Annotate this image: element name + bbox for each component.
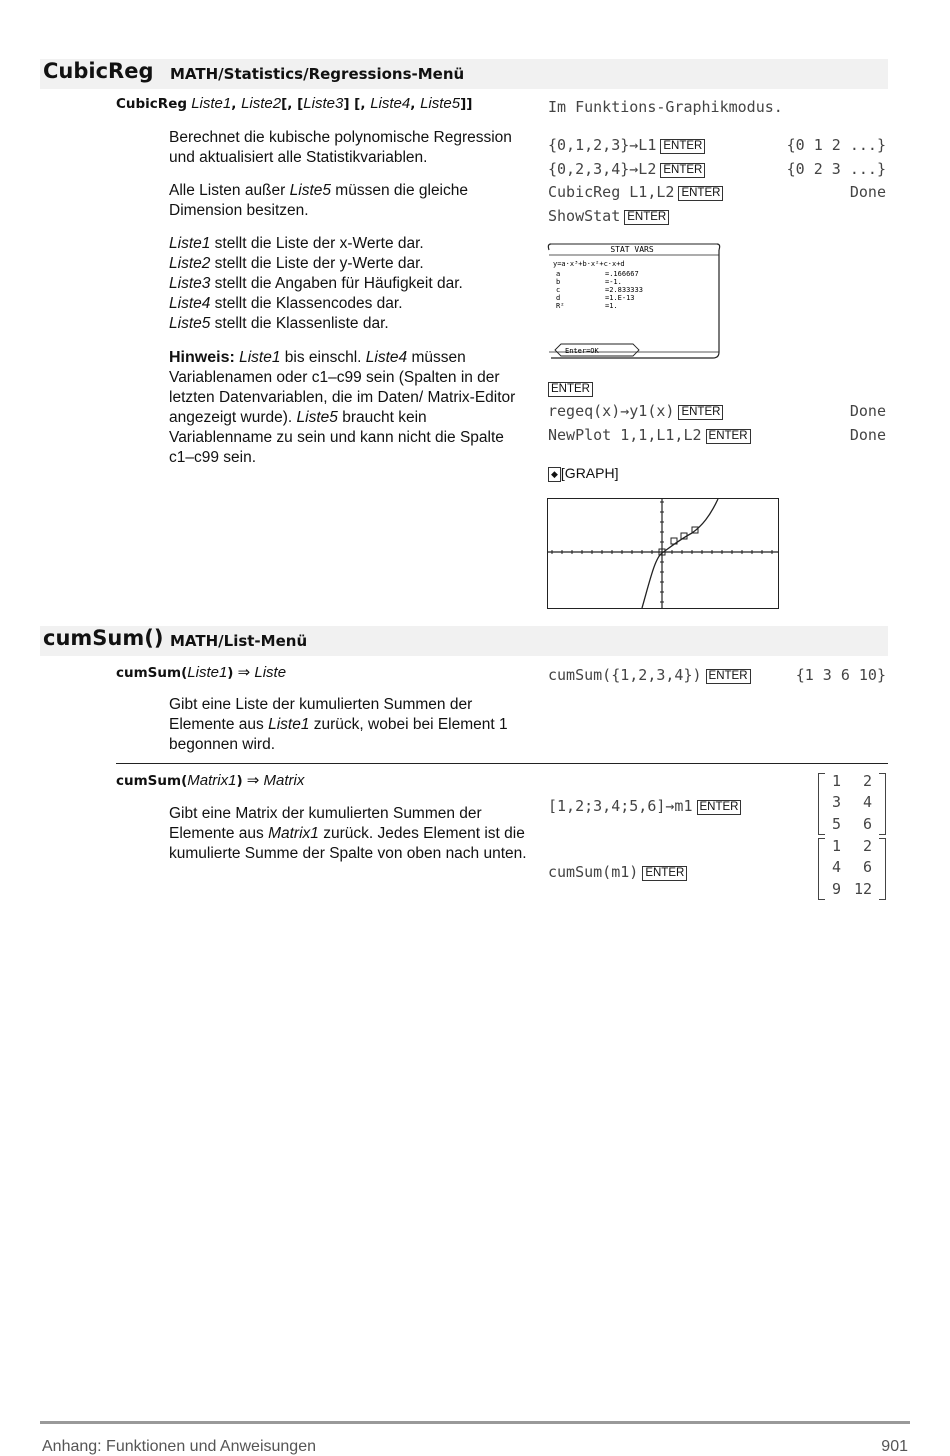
syntax-command: CubicReg bbox=[116, 96, 188, 112]
example-mode-note: Im Funktions-Graphikmodus. bbox=[548, 98, 783, 116]
syntax-command: cumSum( bbox=[116, 665, 188, 681]
example-input bbox=[548, 207, 669, 225]
syntax-arrow: ⇒ bbox=[233, 664, 255, 681]
screen-equation: y=a·x³+b·x²+c·x+d bbox=[553, 260, 625, 268]
example-result: {1 3 6 10} bbox=[795, 666, 886, 684]
list-line bbox=[169, 254, 527, 274]
syntax-sep: , bbox=[231, 96, 242, 112]
screen-title: STAT VARS bbox=[610, 245, 654, 254]
input-text: CubicReg L1,L2 bbox=[548, 183, 675, 201]
matrix-cell: 6 bbox=[862, 815, 872, 833]
var: Liste5 bbox=[289, 182, 331, 199]
input-text: cumSum(m1) bbox=[548, 863, 639, 881]
section-menu-cubicreg: MATH/Statistics/Regressions-Menü bbox=[170, 65, 465, 83]
text: müssen Variablenamen oder c1–c99 sein (Spalten in der letzten Datenvariablen, die im Daten/ Matrix-Editor angezeigt wurde). bbox=[169, 349, 516, 426]
section-menu-cumsum: MATH/List-Menü bbox=[170, 632, 308, 650]
screen-var-value: =-1. bbox=[605, 278, 622, 286]
var: Liste1 bbox=[268, 716, 310, 733]
screen-var-value: =2.833333 bbox=[605, 286, 643, 294]
footer-title: Anhang: Funktionen und Anweisungen bbox=[42, 1438, 316, 1455]
matrix-bracket-right bbox=[879, 773, 886, 835]
syntax-arg: Liste1 bbox=[187, 664, 228, 681]
example-input bbox=[548, 426, 751, 444]
text: stellt die Liste der y-Werte dar. bbox=[210, 255, 424, 272]
matrix-cell: 1 bbox=[832, 837, 842, 855]
text: zurück, wobei bei Element 1 begonnen wird. bbox=[169, 716, 508, 753]
text: stellt die Liste der x-Werte dar. bbox=[210, 235, 424, 252]
enter-key-icon: ENTER bbox=[660, 139, 705, 154]
enter-key-icon: ENTER bbox=[706, 669, 751, 684]
text: stellt die Angaben für Häufigkeit dar. bbox=[210, 275, 463, 292]
example-input bbox=[548, 136, 705, 154]
matrix-cell: 4 bbox=[832, 858, 842, 876]
graph-screen bbox=[547, 498, 780, 611]
enter-key-icon: ENTER bbox=[697, 800, 742, 815]
text: braucht kein Variablenname zu sein und kann nicht die Spalte c1–c99 sein. bbox=[169, 409, 504, 466]
var: Liste5 bbox=[169, 315, 211, 332]
screen-var-key: R² bbox=[556, 302, 565, 310]
matrix-cell: 3 bbox=[832, 793, 842, 811]
matrix-bracket-right bbox=[879, 838, 886, 900]
matrix-cell: 9 bbox=[832, 880, 842, 898]
syntax-sep: , bbox=[410, 96, 421, 112]
example-result: Done bbox=[849, 402, 886, 420]
syntax-sep: ] [, bbox=[343, 96, 371, 112]
var: Liste2 bbox=[169, 255, 211, 272]
text: zurück. Jedes Element ist die kumulierte Summe der Spalte von oben nach unten. bbox=[169, 825, 527, 862]
syntax-cumsum-matrix bbox=[116, 771, 304, 789]
screen-var-key: b bbox=[556, 278, 561, 286]
cubicreg-list-descriptions bbox=[169, 234, 527, 334]
input-text: regeq(x)→y1(x) bbox=[548, 402, 675, 420]
syntax-sep: ) bbox=[227, 665, 234, 681]
matrix-cell: 12 bbox=[853, 880, 872, 898]
example-result: {0 2 3 ...} bbox=[786, 160, 886, 178]
diamond-key-icon: ◆ bbox=[548, 467, 561, 482]
syntax-return: Matrix bbox=[263, 772, 305, 789]
syntax-sep: [, [ bbox=[281, 96, 304, 112]
matrix-cell: 6 bbox=[862, 858, 872, 876]
cumsum-matrix-description bbox=[169, 804, 527, 864]
input-text: NewPlot 1,1,L1,L2 bbox=[548, 426, 702, 444]
syntax-arg: Liste3 bbox=[303, 95, 344, 112]
example-input bbox=[548, 863, 687, 881]
matrix-result bbox=[818, 836, 888, 900]
syntax-command: cumSum( bbox=[116, 773, 188, 789]
matrix-result bbox=[818, 771, 888, 835]
text: stellt die Klassenliste dar. bbox=[210, 315, 389, 332]
var: Liste4 bbox=[169, 295, 211, 312]
enter-key-icon: ENTER bbox=[678, 405, 723, 420]
var: Matrix1 bbox=[268, 825, 319, 842]
example-input bbox=[548, 797, 741, 815]
screen-var-value: =1. bbox=[605, 302, 618, 310]
example-result: Done bbox=[849, 426, 886, 444]
example-input bbox=[548, 183, 723, 201]
text: bis einschl. bbox=[280, 349, 366, 366]
graph-label: [GRAPH] bbox=[560, 465, 619, 481]
cubicreg-hint bbox=[169, 348, 527, 468]
hint-label: Hinweis: bbox=[169, 349, 235, 366]
var: Liste1 bbox=[239, 349, 281, 366]
enter-key-icon: ENTER bbox=[678, 186, 723, 201]
screen-var-key: a bbox=[556, 270, 561, 278]
list-line bbox=[169, 234, 527, 254]
enter-key-icon: ENTER bbox=[660, 163, 705, 178]
footer-rule bbox=[40, 1421, 910, 1424]
matrix-cell: 5 bbox=[832, 815, 842, 833]
enter-key-icon: ENTER bbox=[624, 210, 669, 225]
syntax-arg: Liste4 bbox=[370, 95, 411, 112]
text: Alle Listen außer bbox=[169, 182, 290, 199]
syntax-sep: ]] bbox=[460, 96, 473, 112]
section-title-cumsum: cumSum() bbox=[43, 626, 164, 650]
example-result: {0 1 2 ...} bbox=[786, 136, 886, 154]
screen-var-value: =1.E-13 bbox=[605, 294, 635, 302]
input-text: ShowStat bbox=[548, 207, 621, 225]
enter-key-icon: ENTER bbox=[706, 429, 751, 444]
syntax-return: Liste bbox=[254, 664, 287, 681]
list-line bbox=[169, 294, 527, 314]
syntax-arrow: ⇒ bbox=[242, 772, 264, 789]
text: müssen die gleiche Dimension besitzen. bbox=[169, 182, 468, 219]
text: Gibt eine Matrix der kumulierten Summen der Elemente aus bbox=[169, 805, 482, 842]
text: Gibt eine Liste der kumulierten Summen der Elemente aus bbox=[169, 696, 473, 733]
matrix-cell: 1 bbox=[832, 772, 842, 790]
example-enter-key bbox=[548, 379, 593, 397]
screen-var-value: =.166667 bbox=[605, 270, 639, 278]
var: Liste4 bbox=[365, 349, 408, 366]
stat-vars-screen bbox=[547, 240, 721, 362]
syntax-arg: Matrix1 bbox=[187, 772, 237, 789]
matrix-cell: 4 bbox=[862, 793, 872, 811]
syntax-cubicreg bbox=[116, 95, 472, 112]
input-text: {0,1,2,3}→L1 bbox=[548, 136, 657, 154]
matrix-cell: 2 bbox=[862, 837, 872, 855]
enter-key-icon: ENTER bbox=[548, 382, 593, 397]
enter-key-icon: ENTER bbox=[642, 866, 687, 881]
var: Liste3 bbox=[169, 275, 211, 292]
section-band-cumsum bbox=[40, 626, 888, 656]
matrix-bracket-left bbox=[818, 773, 825, 835]
list-line bbox=[169, 314, 527, 334]
syntax-cumsum-list bbox=[116, 663, 286, 681]
syntax-arg: Liste2 bbox=[241, 95, 282, 112]
syntax-arg: Liste5 bbox=[420, 95, 461, 112]
example-input bbox=[548, 666, 751, 684]
screen-footer: Enter=OK bbox=[565, 347, 599, 355]
syntax-sep: ) bbox=[236, 773, 243, 789]
matrix-cell: 2 bbox=[862, 772, 872, 790]
input-text: {0,2,3,4}→L2 bbox=[548, 160, 657, 178]
cubicreg-dimension-note bbox=[169, 181, 527, 221]
matrix-bracket-left bbox=[818, 838, 825, 900]
example-input bbox=[548, 160, 705, 178]
cumsum-list-description bbox=[169, 695, 527, 755]
var: Liste5 bbox=[296, 409, 338, 426]
divider bbox=[116, 763, 888, 764]
syntax-arg: Liste1 bbox=[191, 95, 232, 112]
section-title-cubicreg: CubicReg bbox=[43, 59, 154, 83]
text: stellt die Klassencodes dar. bbox=[210, 295, 403, 312]
input-text: cumSum({1,2,3,4}) bbox=[548, 666, 702, 684]
page-number: 901 bbox=[881, 1438, 908, 1455]
cubicreg-description: Berechnet die kubische polynomische Regression und aktualisiert alle Statistikvariablen. bbox=[169, 129, 512, 166]
screen-var-key: c bbox=[556, 286, 561, 294]
example-result: Done bbox=[849, 183, 886, 201]
graph-key-sequence bbox=[548, 465, 619, 482]
var: Liste1 bbox=[169, 235, 211, 252]
input-text: [1,2;3,4;5,6]→m1 bbox=[548, 797, 693, 815]
screen-var-key: d bbox=[556, 294, 561, 302]
list-line bbox=[169, 274, 527, 294]
example-input bbox=[548, 402, 723, 420]
